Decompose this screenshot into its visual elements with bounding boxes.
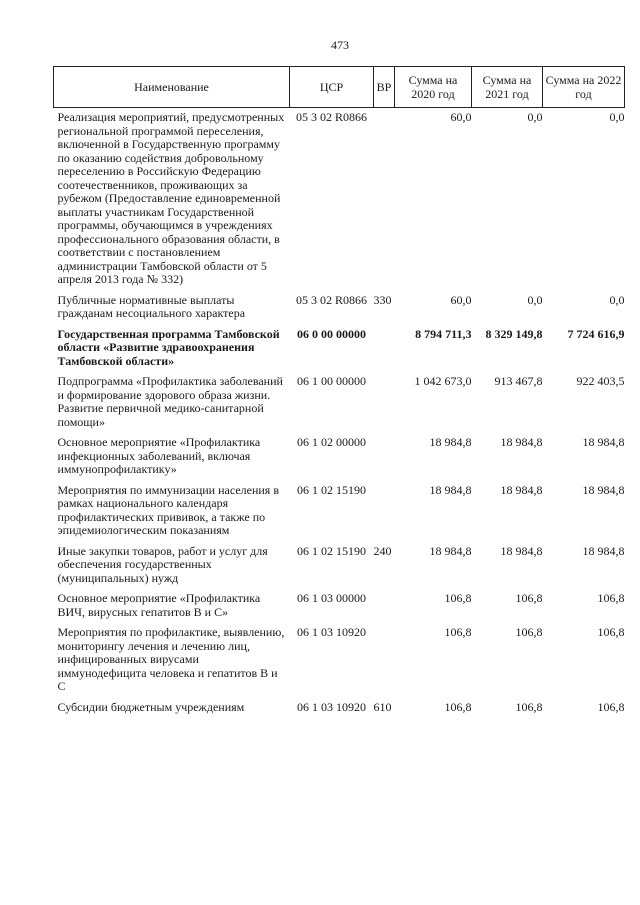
header-sum-2021: Сумма на 2021 год xyxy=(472,67,543,108)
row-name: Субсидии бюджетным учреждениям xyxy=(57,699,245,714)
header-sum-2020: Сумма на 2020 год xyxy=(395,67,472,108)
row-sum-2021: 18 984,8 xyxy=(500,543,543,558)
row-name: Государственная программа Тамбовской области «Развитие здравоохранения Тамбовской области» xyxy=(57,326,280,368)
row-vr xyxy=(374,108,395,294)
header-name: Наименование xyxy=(54,67,290,108)
row-vr xyxy=(374,626,395,701)
row-sum-2020: 18 984,8 xyxy=(429,482,472,497)
row-sum-2022: 7 724 616,9 xyxy=(567,326,625,341)
table-row xyxy=(54,545,625,593)
row-csr: 06 1 02 00000 xyxy=(297,435,366,449)
row-name: Подпрограмма «Профилактика заболеваний и формирование здорового образа жизни. Развитие первичной медико-санитарной помощи» xyxy=(57,374,283,429)
table-row xyxy=(54,294,625,328)
table-row xyxy=(54,701,625,722)
row-csr: 05 3 02 R0866 xyxy=(295,292,367,307)
row-csr: 06 1 00 00000 xyxy=(297,374,366,388)
row-sum-2021: 18 984,8 xyxy=(500,435,543,449)
table-row xyxy=(54,108,625,294)
row-sum-2020: 60,0 xyxy=(450,110,472,124)
row-csr: 05 3 02 R0866 xyxy=(295,110,367,124)
row-sum-2022: 18 984,8 xyxy=(582,482,625,497)
header-csr: ЦСР xyxy=(290,67,374,108)
row-sum-2021: 106,8 xyxy=(515,625,543,639)
row-csr: 06 1 02 15190 xyxy=(297,543,366,558)
row-sum-2021: 8 329 149,8 xyxy=(485,326,543,341)
row-sum-2020: 106,8 xyxy=(444,699,472,714)
table-row-program xyxy=(54,328,625,376)
row-sum-2022: 0,0 xyxy=(609,292,625,307)
row-sum-2020: 106,8 xyxy=(444,625,472,639)
row-name: Иные закупки товаров, работ и услуг для обеспечения государственных (муниципальных) нужд xyxy=(57,543,268,585)
row-vr: 330 xyxy=(373,292,392,307)
row-sum-2021: 106,8 xyxy=(515,699,543,714)
row-sum-2020: 8 794 711,3 xyxy=(415,326,472,341)
row-sum-2020: 1 042 673,0 xyxy=(414,374,472,388)
row-name: Публичные нормативные выплаты гражданам несоциального характера xyxy=(57,292,246,320)
row-sum-2022: 18 984,8 xyxy=(582,435,625,449)
row-vr: 240 xyxy=(373,543,392,558)
row-csr: 06 0 00 00000 xyxy=(297,326,366,341)
header-sum-2022: Сумма на 2022 год xyxy=(543,67,625,108)
row-sum-2022: 106,8 xyxy=(597,699,625,714)
row-sum-2021: 18 984,8 xyxy=(500,482,543,497)
row-sum-2020: 60,0 xyxy=(450,292,472,307)
row-vr xyxy=(374,436,395,484)
row-vr xyxy=(374,592,395,626)
row-sum-2022: 0,0 xyxy=(609,110,625,124)
row-csr: 06 1 03 10920 xyxy=(297,625,366,639)
row-sum-2020: 106,8 xyxy=(444,591,472,605)
row-sum-2021: 106,8 xyxy=(515,591,543,605)
row-sum-2021: 0,0 xyxy=(527,110,543,124)
row-vr: 610 xyxy=(373,699,392,714)
row-sum-2020: 18 984,8 xyxy=(429,435,472,449)
row-name: Реализация мероприятий, предусмотренных региональной программой переселения, включенной в Государственную программу по оказанию содействия добровольному переселению в Российскую Федерацию соотечественников, проживающих за рубежом (Предоставление единовременной выплаты участникам Государственной программы, обучающимся в учреждениях профессионального образования области, в соответствии с постановлением администрации Тамбовской области от 5 апреля 2013 года № 332) xyxy=(57,110,285,286)
row-name: Мероприятия по профилактике, выявлению, мониторингу лечения и лечению лиц, инфицированных вирусами иммунодефицита человека и гепатитов В и С xyxy=(57,625,285,693)
row-sum-2022: 18 984,8 xyxy=(582,543,625,558)
row-sum-2022: 106,8 xyxy=(597,625,625,639)
table-header-row xyxy=(54,67,625,108)
row-sum-2021: 0,0 xyxy=(527,292,543,307)
table-row xyxy=(54,592,625,626)
row-name: Основное мероприятие «Профилактика ВИЧ, вирусных гепатитов В и С» xyxy=(57,591,261,619)
page-number: 473 xyxy=(331,38,349,52)
row-csr: 06 1 02 15190 xyxy=(297,482,366,497)
row-name: Основное мероприятие «Профилактика инфекционных заболеваний, включая иммунопрофилактику» xyxy=(57,435,261,476)
row-name: Мероприятия по иммунизации населения в рамках национального календаря профилактических прививок, а также по эпидемиологическим показаниям xyxy=(57,482,279,537)
row-sum-2020: 18 984,8 xyxy=(429,543,472,558)
budget-table xyxy=(53,66,625,721)
row-sum-2022: 106,8 xyxy=(597,591,625,605)
table-row xyxy=(54,626,625,701)
row-sum-2021: 913 467,8 xyxy=(494,374,543,388)
row-csr: 06 1 03 00000 xyxy=(297,591,366,605)
row-vr xyxy=(374,328,395,376)
row-vr xyxy=(374,375,395,436)
header-vr: ВР xyxy=(374,67,395,108)
row-csr: 06 1 03 10920 xyxy=(297,699,366,714)
table-row xyxy=(54,484,625,545)
row-sum-2022: 922 403,5 xyxy=(576,374,625,388)
row-vr xyxy=(374,484,395,545)
table-row xyxy=(54,375,625,436)
table-row xyxy=(54,436,625,484)
